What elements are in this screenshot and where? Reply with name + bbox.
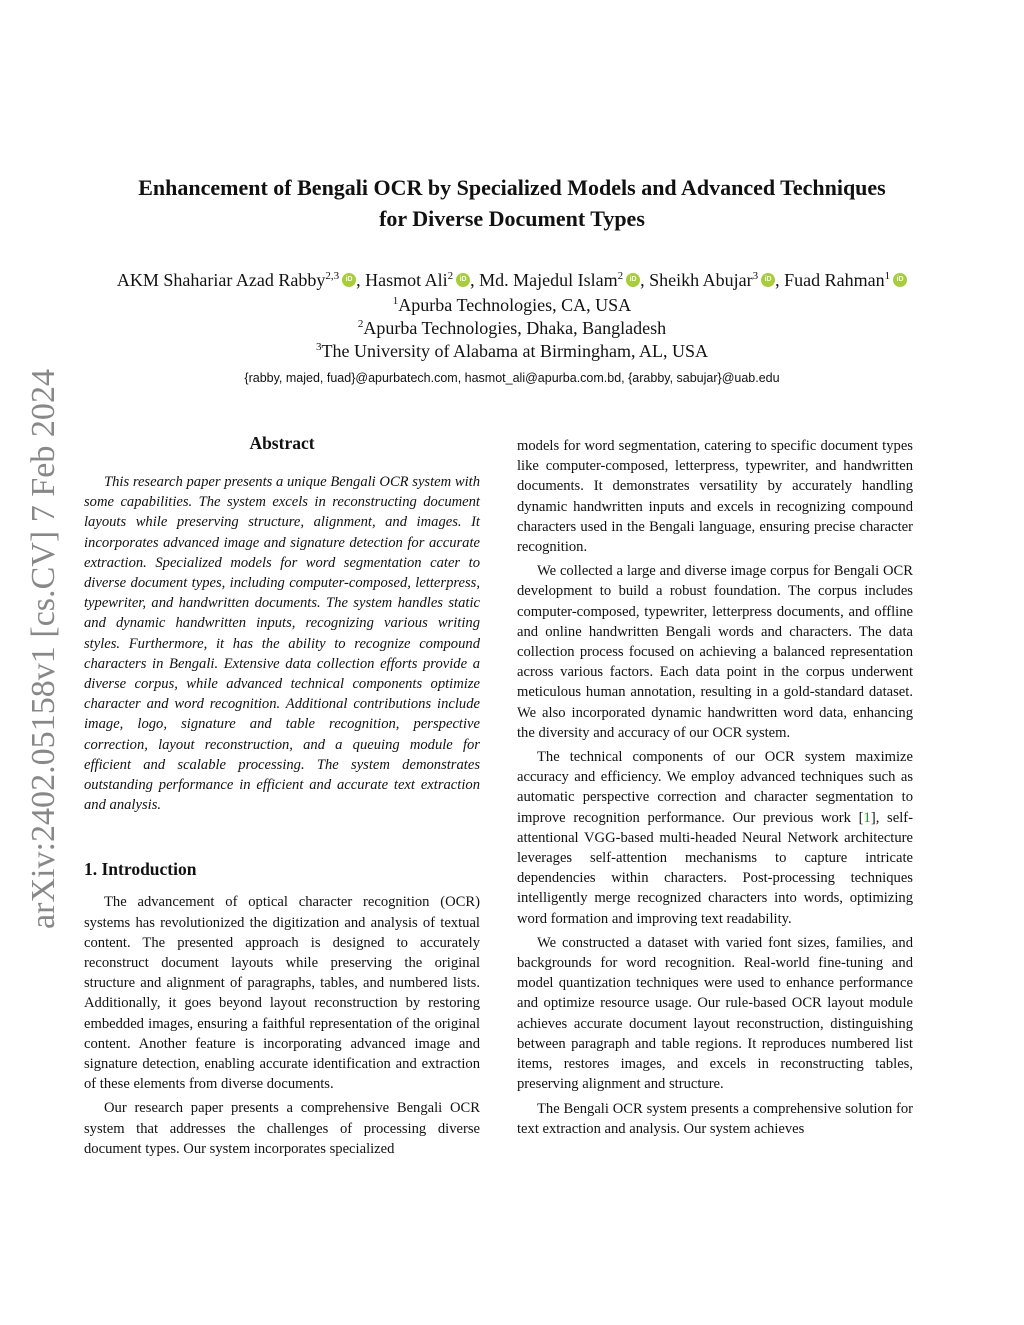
author-3 bbox=[479, 270, 649, 290]
affiliation-number: 1 bbox=[392, 295, 399, 307]
author-affil-ref: 2 bbox=[617, 270, 624, 282]
author-separator: , bbox=[775, 270, 785, 290]
author-emails[interactable]: {rabby, majed, fuad}@apurbatech.com, hasmot_ali@apurba.com.bd, {arabby, sabujar}@uab.edu bbox=[244, 371, 780, 385]
author-name: AKM Shahariar Azad Rabby bbox=[116, 270, 326, 290]
author-affil-ref: 1 bbox=[884, 270, 891, 282]
author-2 bbox=[365, 270, 479, 290]
affiliation-3 bbox=[60, 340, 964, 363]
author-affil-ref: 2 bbox=[447, 270, 454, 282]
right-paragraph-1: models for word segmentation, catering to specific document types like computer-composed, letterpress, typewriter, and handwritten documents. It demonstrates versatility by accurately handling dynamic handwritten inputs and excels in recognizing compound characters used in the Bengali language, ensuring precise character recognition. bbox=[517, 438, 913, 556]
author-5 bbox=[784, 270, 907, 290]
citation-link[interactable]: 1 bbox=[863, 809, 871, 826]
orcid-icon[interactable]: iD bbox=[893, 273, 907, 287]
author-separator: , bbox=[640, 270, 650, 290]
affiliation-number: 3 bbox=[316, 341, 322, 353]
affiliation-text: The University of Alabama at Birmingham, AL, USA bbox=[321, 341, 708, 361]
author-affil-ref: 3 bbox=[752, 270, 759, 282]
author-separator: , bbox=[356, 270, 366, 290]
author-name: Md. Majedul Islam bbox=[479, 270, 618, 290]
affiliation-2 bbox=[60, 317, 964, 340]
orcid-icon[interactable]: iD bbox=[626, 273, 640, 287]
affiliation-number: 2 bbox=[357, 318, 364, 330]
orcid-icon[interactable]: iD bbox=[456, 273, 470, 287]
abstract-text: This research paper presents a unique Bengali OCR system with some capabilities. The system excels in reconstructing document layouts while preserving structure, alignment, and images. It incorporates advanced image and signature detection for accurate extraction. Specialized models for word segmentation cater to diverse document types, including computer-composed, letterpress, typewriter, and handwritten documents. The system handles static and dynamic handwritten inputs, recognizing various writing styles. Furthermore, it has the ability to recognize compound characters in Bengali. Extensive data collection efforts provide a diverse corpus, while advanced technical components optimize character and word recognition. Additional contributions include image, logo, signature and table recognition, perspective correction, layout reconstruction, and a queuing module for efficient and scalable processing. The system demonstrates outstanding performance in efficient and accurate text extraction and analysis. bbox=[84, 474, 480, 814]
affiliation-text: Apurba Technologies, CA, USA bbox=[398, 295, 632, 315]
intro-paragraph-2: Our research paper presents a comprehensive Bengali OCR system that addresses the challenges of processing diverse document types. Our system incorporates specialized bbox=[84, 1100, 480, 1157]
intro-paragraph-1: The advancement of optical character recognition (OCR) systems has revolutionized the digitization and analysis of textual content. The presented approach is designed to accurately reconstruct document layouts while preserving the original structure and alignment of paragraphs, tables, and numbered lists. Additionally, it goes beyond layout reconstruction by restoring embedded images, ensuring a faithful representation of the original content. Another feature is incorporating advanced image and signature detection, enabling accurate identification and extraction of these elements from diverse documents. bbox=[84, 894, 480, 1093]
introduction-heading: 1. Introduction bbox=[84, 859, 197, 880]
right-paragraph-4: We constructed a dataset with varied font sizes, families, and backgrounds for word recognition. Real-world fine-tuning and model quantization techniques were used to enhance performance and optimize resource usage. Our rule-based OCR layout module achieves accurate document layout reconstruction, distinguishing between paragraph and table regions. It reproduces numbered list items, restores images, and excels in reconstructing tables, preserving alignment and structure. bbox=[517, 934, 913, 1093]
right-paragraph-3 bbox=[517, 747, 913, 929]
title-line-2: for Diverse Document Types bbox=[379, 206, 645, 231]
left-column bbox=[84, 432, 480, 1163]
orcid-icon[interactable]: iD bbox=[342, 273, 356, 287]
author-list bbox=[40, 268, 984, 292]
paper-title bbox=[60, 172, 964, 234]
paragraph-text: ], self-attentional VGG-based multi-headed Neural Network architecture leverages self-attention mechanisms to capture intricate dependencies within characters. Post-processing techniques intelligently merge recognized characters into words, optimizing word formation and improving text readability. bbox=[517, 809, 913, 927]
right-paragraph-5: The Bengali OCR system presents a comprehensive solution for text extraction and analysis. Our system achieves bbox=[517, 1100, 913, 1137]
author-separator: , bbox=[470, 270, 480, 290]
author-affil-ref: 2,3 bbox=[325, 270, 340, 282]
affiliation-text: Apurba Technologies, Dhaka, Bangladesh bbox=[363, 318, 667, 338]
author-4 bbox=[649, 270, 784, 290]
orcid-icon[interactable]: iD bbox=[761, 273, 775, 287]
affiliation-1 bbox=[60, 294, 964, 317]
arxiv-stamp bbox=[2, 362, 78, 936]
right-column bbox=[517, 436, 913, 1143]
arxiv-id-text: arXiv:2402.05158v1 [cs.CV] 7 Feb 2024 bbox=[25, 369, 62, 929]
author-1 bbox=[117, 270, 365, 290]
right-paragraph-2: We collected a large and diverse image corpus for Bengali OCR development to build a robust foundation. The corpus includes computer-composed, typewriter, letterpress documents, and offline and online handwritten Bengali words and characters. The data collection process focused on achieving a balanced representation across various factors. Each data point in the corpus underwent meticulous human annotation, resulting in a gold-standard dataset. We also incorporated dynamic handwritten word data, enhancing the diversity and accuracy of our OCR system. bbox=[517, 563, 913, 741]
paragraph-text: The technical components of our OCR system maximize accuracy and efficiency. We employ advanced techniques such as automatic perspective correction and character segmentation to improve recognition performance. Our previous work [ bbox=[517, 749, 913, 826]
abstract-heading: Abstract bbox=[249, 433, 315, 453]
author-name: Fuad Rahman bbox=[784, 270, 885, 290]
author-name: Hasmot Ali bbox=[365, 270, 448, 290]
author-name: Sheikh Abujar bbox=[649, 270, 753, 290]
title-line-1: Enhancement of Bengali OCR by Specialized Models and Advanced Techniques bbox=[138, 175, 886, 200]
